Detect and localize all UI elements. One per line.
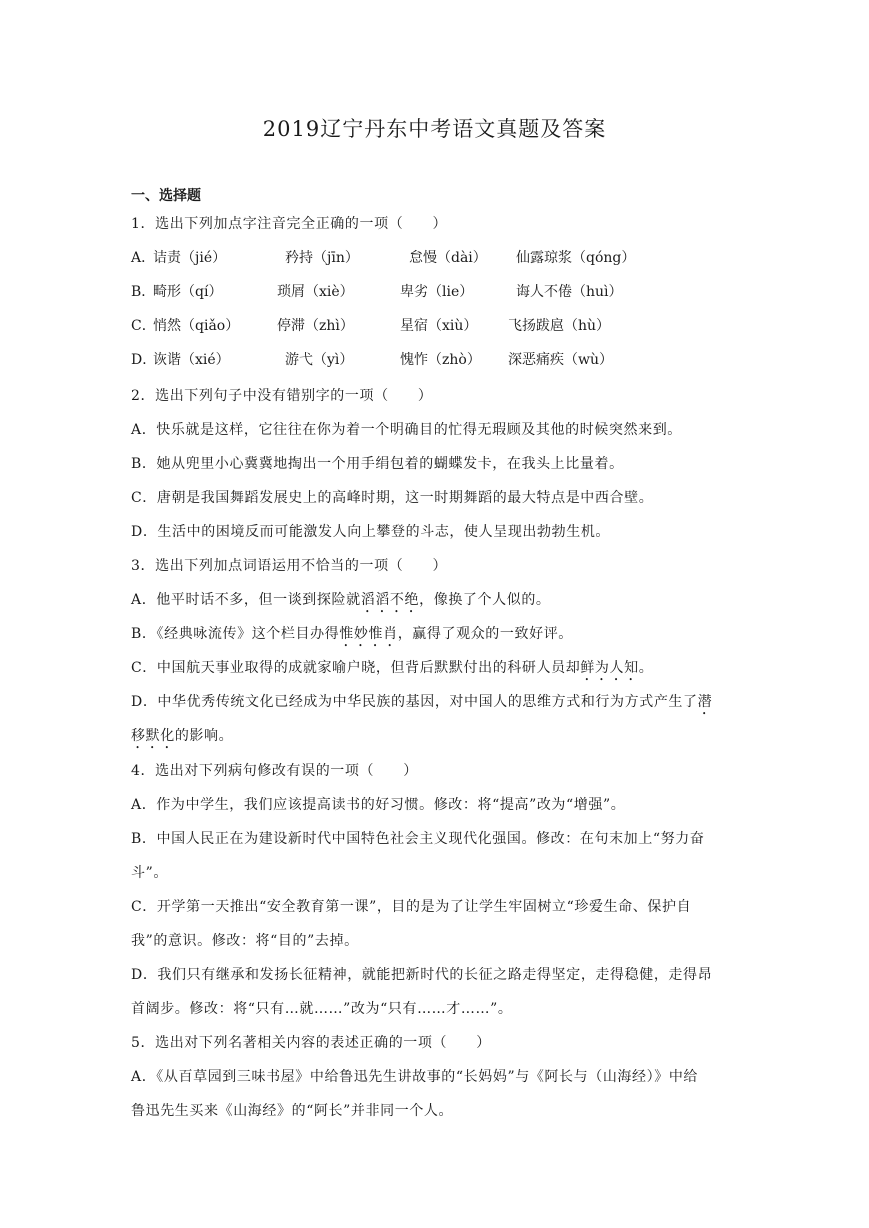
option-item: 矜持（jīn） — [285, 250, 359, 266]
question-4-option-c-line-2: 我”的意识。修改：将“目的”去掉。 — [131, 933, 359, 949]
option-item: 诲人不倦（huì） — [516, 284, 623, 300]
option-text: D．中华优秀传统文化已经成为中华民族的基因，对中国人的思维方式和行为方式产生了 — [131, 694, 698, 710]
question-3-option-d-line-2 — [131, 725, 751, 752]
option-text: 的影响。 — [174, 728, 234, 744]
option-item: 琐屑（xiè） — [277, 284, 354, 300]
option-item: 仙露琼浆（qóng） — [516, 250, 636, 266]
option-text: ，赢得了观众的一致好评。 — [397, 626, 573, 642]
option-item: 星宿（xiù） — [400, 318, 478, 334]
option-text: 。 — [638, 660, 654, 676]
question-2-stem: 2．选出下列句子中没有错别字的一项（ ） — [131, 388, 433, 404]
question-3-option-b — [131, 623, 751, 650]
option-text: ，像换了个人似的。 — [419, 592, 551, 608]
question-3-option-d-line-1 — [131, 691, 751, 718]
emphasized-word: 潜 — [697, 694, 713, 710]
question-3-stem: 3．选出下列加点词语运用不恰当的一项（ ） — [131, 558, 448, 574]
option-item: 怠慢（dài） — [409, 250, 487, 266]
question-4-option-d-line-2: 首阔步。修改：将“只有…就……”改为“只有……才……”。 — [131, 1001, 513, 1017]
question-5-option-a-line-1: A．《从百草园到三味书屋》中给鲁迅先生讲故事的“长妈妈”与《阿长与（山海经）》中给 — [131, 1069, 699, 1085]
option-label: C． — [131, 318, 156, 334]
question-4-option-a: A．作为中学生，我们应该提高读书的好习惯。修改：将“提高”改为“增强”。 — [131, 797, 626, 813]
option-text: A．他平时话不多，但一谈到探险就 — [131, 592, 361, 608]
question-2-option-c: C．唐朝是我国舞蹈发展史上的高峰时期，这一时期舞蹈的最大特点是中西合壁。 — [131, 490, 654, 506]
question-1-stem: 1．选出下列加点字注音完全正确的一项（ ） — [131, 216, 448, 232]
question-4-option-b-line-1: B．中国人民正在为建设新时代中国特色社会主义现代化强国。修改：在句末加上“努力奋 — [131, 831, 705, 847]
question-4-option-d-line-1: D．我们只有继承和发扬长征精神，就能把新时代的长征之路走得坚定，走得稳健，走得昂 — [131, 967, 713, 983]
emphasized-word: 移默化 — [131, 728, 175, 744]
question-5-option-a-line-2: 鲁迅先生买来《山海经》的“阿长”并非同一个人。 — [131, 1103, 454, 1119]
question-5-stem: 5．选出对下列名著相关内容的表述正确的一项（ ） — [131, 1035, 491, 1051]
option-item: 卑劣（lie） — [400, 284, 474, 300]
section-heading: 一、选择题 — [131, 188, 201, 204]
question-4-option-b-line-2: 斗”。 — [131, 865, 168, 881]
option-item: 游弋（yì） — [285, 352, 354, 368]
option-label: B． — [131, 284, 156, 300]
option-text: C．中国航天事业取得的成就家喻户晓，但背后默默付出的科研人员却 — [131, 660, 581, 676]
question-4-option-c-line-1: C．开学第一天推出“安全教育第一课”，目的是为了让学生牢固树立“珍爱生命、保护自 — [131, 899, 692, 915]
question-4-stem: 4．选出对下列病句修改有误的一项（ ） — [131, 763, 418, 779]
option-item: 深恶痛疾（wù） — [508, 352, 613, 368]
option-text: B．《经典咏流传》这个栏目办得 — [131, 626, 340, 642]
emphasized-word: 惟妙惟肖 — [339, 626, 398, 642]
option-item: 停滞（zhì） — [277, 318, 354, 334]
option-item: 畸形（qí） — [153, 284, 223, 300]
option-item: 愧怍（zhò） — [400, 352, 481, 368]
question-2-option-d: D．生活中的困境反而可能激发人向上攀登的斗志，使人呈现出勃勃生机。 — [131, 524, 611, 540]
document-title: 2019辽宁丹东中考语文真题及答案 — [262, 117, 607, 141]
option-item: 悄然（qiǎo） — [153, 318, 240, 334]
question-2-option-a: A．快乐就是这样，它往往在你为着一个明确目的忙得无瑕顾及其他的时候突然来到。 — [131, 422, 682, 438]
emphasized-word: 滔滔不绝 — [360, 592, 420, 608]
option-item: 诘责（jié） — [153, 250, 227, 266]
option-item: 诙谐（xié） — [153, 352, 230, 368]
option-item: 飞扬跋扈（hù） — [508, 318, 611, 334]
option-label: D． — [131, 352, 157, 368]
question-3-option-a — [131, 589, 751, 616]
emphasized-word: 鲜为人知 — [580, 660, 639, 676]
option-label: A． — [131, 250, 156, 266]
question-2-option-b: B．她从兜里小心冀冀地掏出一个用手绢包着的蝴蝶发卡，在我头上比量着。 — [131, 456, 624, 472]
question-3-option-c — [131, 657, 751, 684]
